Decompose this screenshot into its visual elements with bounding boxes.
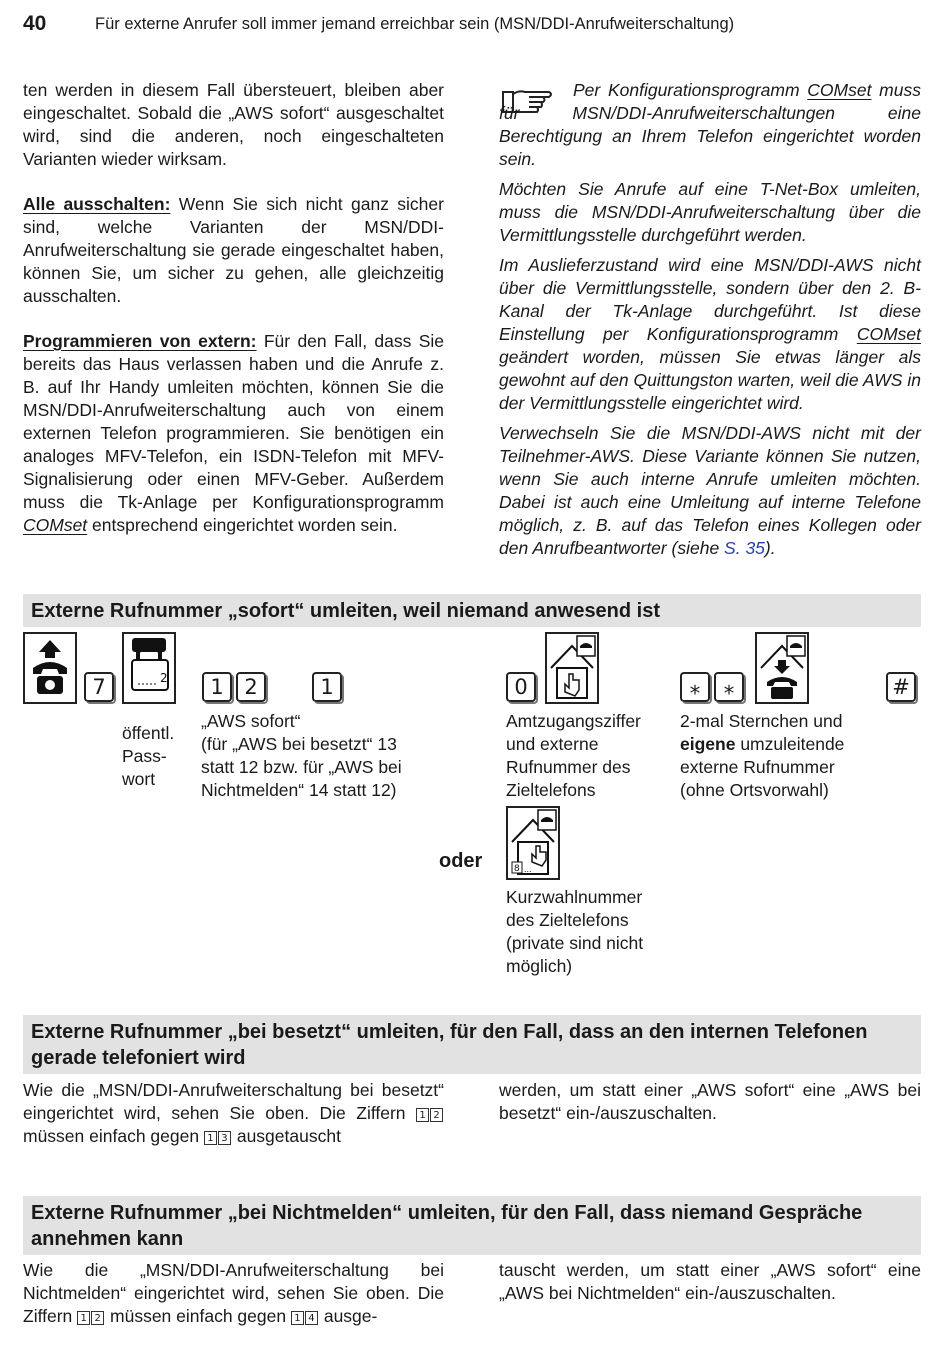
note-3	[499, 254, 921, 415]
nichtmelden-right-text: tauscht werden, um statt einer „AWS sofort“ eine „AWS bei Nichtmelden“ ein-/auszuschalten.	[499, 1260, 921, 1303]
mini-key-1: 1	[416, 1108, 429, 1122]
left-column	[23, 79, 444, 537]
label-aws-sofort: „AWS sofort“ (für „AWS bei besetzt“ 13 statt 12 bzw. für „AWS bei Nichtmelden“ 14 statt 12)	[201, 711, 402, 800]
besetzt-right-text: werden, um statt einer „AWS sofort“ eine „AWS bei besetzt“ ein-/auszuschalten.	[499, 1080, 921, 1123]
svg-text:8: 8	[514, 864, 520, 874]
paragraph-programmieren-von-extern	[23, 330, 444, 537]
note-2: Möchten Sie Anrufe auf eine T-Net-Box umleiten, muss die MSN/DDI-Anrufweiterschaltung über die Vermittlungsstelle durchgeführt werden.	[499, 179, 921, 245]
note-1-b: muss für MSN/DDI-Anrufweiterschaltungen eine Berechtigung an Ihrem Telefon eingerichtet worden sein.	[499, 80, 921, 169]
key-1: 1	[312, 672, 342, 702]
comset-term: COMset	[807, 80, 872, 100]
house-dial-number-icon	[545, 632, 599, 704]
page-number: 40	[23, 12, 47, 35]
note-4-b: ).	[764, 538, 776, 558]
mini-key-2: 2	[430, 1108, 443, 1122]
note-4-a: Verwechseln Sie die MSN/DDI-AWS nicht mit der Teilnehmer-AWS. Diese Variante können Sie nutzen, wenn Sie auch interne Anrufe umleiten möchten. Dabei ist auch eine Umleitung auf interne Telefone möglich, z. B. auf das Telefon eines Kollegen oder den Anrufbeantworter (siehe	[499, 423, 921, 558]
note-4	[499, 422, 921, 560]
handset-lift-icon	[23, 632, 77, 704]
paragraph-3-text: Für den Fall, dass Sie bereits das Haus verlassen haben und die Anrufe z. B. auf Ihr Handy umleiten möchten, können Sie die MSN/DDI-Anrufweiterschaltung auch von einem externen Telefon programmieren. Sie benötigen ein analoges MFV-Telefon, ein ISDN-Telefon mit MFV-Signalisierung oder einen MFV-Geber. Außerdem muss die Tk-Anlage per Konfigurationsprogramm	[23, 331, 445, 512]
note-1	[499, 79, 921, 171]
label-stars-a: 2-mal Sternchen und	[680, 711, 843, 731]
paragraph-2-text: Wenn Sie sich nicht ganz sicher sind, welche Varianten der MSN/DDI-Anrufweiterschaltung sie gerade eingeschaltet haben, können Sie, um sicher zu gehen, alle gleichzeitig ausschalten.	[23, 194, 444, 306]
section-heading-nichtmelden: Externe Rufnummer „bei Nichtmelden“ umleiten, für den Fall, dass niemand Gespräche annehmen kann	[23, 1196, 921, 1255]
key-star: ⁎	[714, 672, 744, 702]
svg-text:...: ...	[524, 864, 532, 874]
lock-password-icon	[122, 632, 176, 704]
nichtmelden-left-b: müssen einfach gegen	[105, 1306, 291, 1326]
label-stars-b: umzuleitende externe Rufnummer (ohne Ortsvorwahl)	[680, 734, 845, 800]
besetzt-left-text	[23, 1079, 444, 1148]
note-3-a: Im Auslieferzustand wird eine MSN/DDI-AWS nicht über die Vermittlungsstelle, sondern über den 2. B-Kanal der Tk-Anlage durchgeführt. Ist diese Einstellung per Konfigurationsprogramm	[499, 255, 921, 344]
key-star: ⁎	[680, 672, 710, 702]
term-alle-ausschalten: Alle ausschalten:	[23, 194, 171, 214]
house-speed-dial-icon	[506, 806, 560, 880]
label-password: öffentl. Pass- wort	[122, 723, 175, 789]
label-kurzwahl: Kurzwahlnummer des Zieltelefons (private sind nicht möglich)	[506, 887, 644, 976]
note-1-a: Per Konfigurationsprogramm	[573, 80, 808, 100]
oder-label: oder	[439, 850, 483, 872]
paragraph-1: ten werden in diesem Fall übersteuert, bleiben aber eingeschaltet. Sobald die „AWS sofort“ ausgeschaltet wird, sind die anderen, noch eingeschalteten Varianten wieder wirksam.	[23, 80, 444, 169]
key-0: 0	[506, 672, 536, 702]
svg-text:2: 2	[160, 671, 168, 685]
mini-key-4: 4	[305, 1311, 318, 1325]
key-1: 1	[202, 672, 232, 702]
right-column-notes	[499, 79, 921, 560]
key-7: 7	[84, 672, 114, 702]
mini-key-2: 2	[91, 1311, 104, 1325]
term-programmieren-von-extern: Programmieren von extern:	[23, 331, 257, 351]
key-2: 2	[236, 672, 266, 702]
label-stars	[680, 710, 844, 802]
key-hash: #	[886, 672, 916, 702]
label-stars-bold: eigene	[680, 734, 736, 754]
page-link[interactable]: S. 35	[724, 538, 765, 558]
besetzt-left-a: Wie die „MSN/DDI-Anrufweiterschaltung bei besetzt“ eingerichtet wird, sehen Sie oben. Die Ziffern	[23, 1080, 444, 1123]
mini-key-1: 1	[291, 1311, 304, 1325]
running-header: Für externe Anrufer soll immer jemand erreichbar sein (MSN/DDI-Anrufweiterschaltung)	[95, 15, 735, 33]
comset-term: COMset	[23, 515, 88, 535]
section-heading-besetzt: Externe Rufnummer „bei besetzt“ umleiten, für den Fall, dass an den internen Telefonen gerade telefoniert wird	[23, 1015, 921, 1074]
mini-key-1: 1	[77, 1311, 90, 1325]
mini-key-3: 3	[218, 1131, 231, 1145]
nichtmelden-left-text	[23, 1259, 444, 1328]
comset-term: COMset	[856, 324, 921, 344]
paragraph-3-end: entsprechend eingerichtet worden sein.	[87, 515, 398, 535]
nichtmelden-left-c: ausge-	[318, 1306, 378, 1326]
note-3-b: geändert worden, müssen Sie etwas länger als gewohnt auf den Quittungston warten, weil die AWS in der Vermittlungsstelle eingerichtet wird.	[499, 347, 921, 413]
own-phone-icon	[755, 632, 809, 704]
label-amtzugang: Amtzugangsziffer und externe Rufnummer des Zieltelefons	[506, 711, 641, 800]
besetzt-left-c: ausgetauscht	[231, 1126, 341, 1146]
paragraph-alle-ausschalten	[23, 193, 444, 308]
mini-key-1: 1	[204, 1131, 217, 1145]
nichtmelden-left-a: Wie die „MSN/DDI-Anrufweiterschaltung bei Nichtmelden“ eingerichtet wird, sehen Sie oben. Die Ziffern	[23, 1260, 444, 1326]
besetzt-left-b: müssen einfach gegen	[23, 1126, 204, 1146]
section-heading-sofort: Externe Rufnummer „sofort“ umleiten, weil niemand anwesend ist	[23, 594, 921, 627]
